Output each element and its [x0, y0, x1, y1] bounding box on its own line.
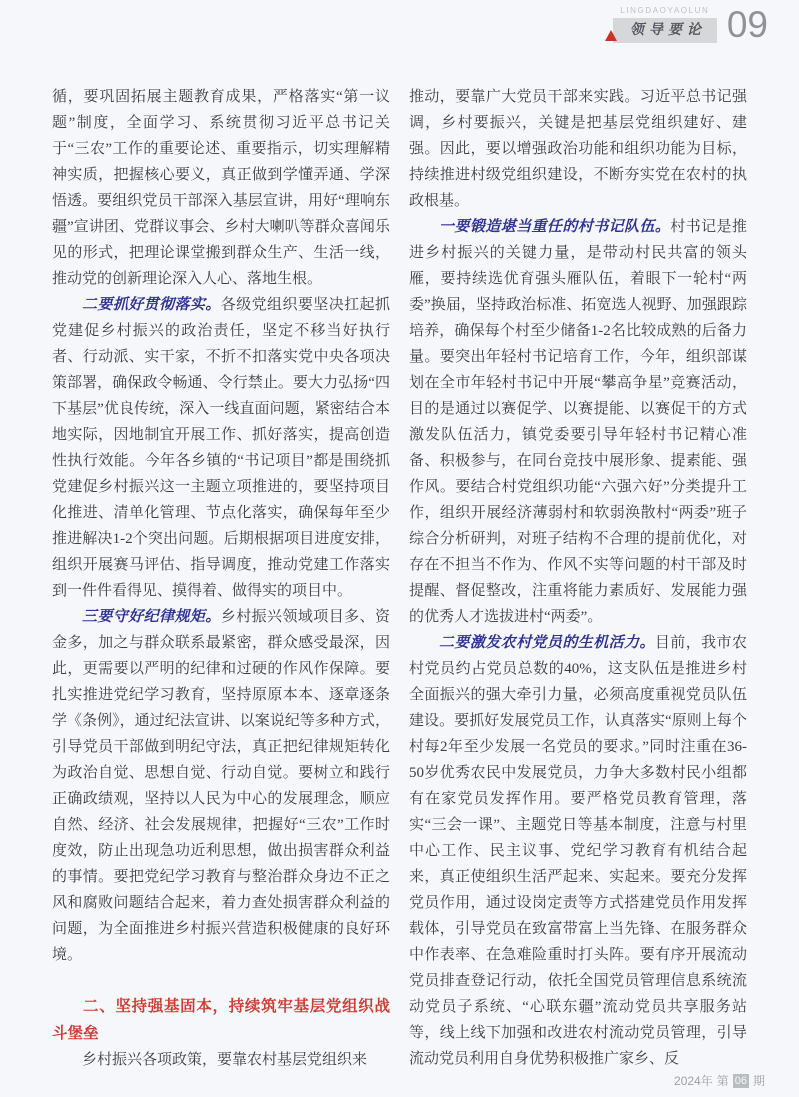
- paragraph: [409, 630, 747, 1072]
- brand-block: [613, 7, 717, 43]
- article-body: [52, 84, 747, 1076]
- page-footer: [674, 1072, 765, 1089]
- paragraph-text: 循，要巩固拓展主题教育成果，严格落实“第一议题”制度，全面学习、系统贯彻习近平总书记关于“三农”工作的重要论述、重要指示，切实理解精神实质，把握核心要义，真正做到学懂弄通、学深悟透。要组织党员干部深入基层宣讲，用好“理响东疆”宣讲团、党群议事会、乡村大喇叭等群众喜闻乐见的形式，把理论课堂搬到群众生产、生活一线，推动党的创新理论深入人心、落地生根。: [52, 89, 390, 287]
- issue-number-badge: 06: [734, 1074, 747, 1087]
- paragraph-text: 推动，要靠广大党员干部来实践。习近平总书记强调，乡村要振兴，关键是把基层党组织建好、建强。因此，要以增强政治功能和组织功能为目标，持续推进村级党组织建设，不断夯实党在农村的执政根基。: [409, 89, 747, 209]
- brand-badge: [613, 18, 717, 43]
- page-header: [613, 4, 768, 45]
- lead-in: 二要激发农村党员的生机活力。: [439, 635, 655, 651]
- brand-latin-title: LINGDAOYAOLUN: [620, 6, 710, 15]
- lead-in: 三要守好纪律规矩。: [82, 609, 221, 625]
- paragraph: [52, 1047, 390, 1073]
- paragraph: [52, 292, 390, 604]
- paragraph: [409, 214, 747, 630]
- footer-issue-suffix: 期: [752, 1074, 765, 1088]
- paragraph-text: 村书记是推进乡村振兴的关键力量，是带动村民共富的领头雁，要持续选优育强头雁队伍，着眼下一轮村“两委”换届，坚持政治标准、拓宽选人视野、加强跟踪培养，确保每个村至少储备1-2名比较成熟的后备力量。要突出年轻村书记培育工作，今年，组织部谋划在全市年轻村书记中开展“攀高争星”竞赛活动，目的是通过以赛促学、以赛提能、以赛促干的方式激发队伍活力，镇党委要引导年轻村书记精心准备、积极参与，在同台竞技中展形象、提素能、强作风。要结合村党组织功能“六强六好”分类提升工作，组织开展经济薄弱村和软弱涣散村“两委”班子综合分析研判，对班子结构不合理的提前优化，对存在不担当不作为、作风不实等问题的村干部及时提醒、督促整改，注重将能力素质好、发展能力强的优秀人才选拔进村“两委”。: [409, 219, 747, 625]
- lead-in: 一要锻造堪当重任的村书记队伍。: [439, 219, 671, 235]
- paragraph-text: 乡村振兴各项政策，要靠农村基层党组织来: [82, 1052, 368, 1068]
- lead-in: 二要抓好贯彻落实。: [82, 297, 221, 313]
- footer-issue-prefix: 第: [716, 1074, 729, 1088]
- paragraph-text: 目前，我市农村党员约占党员总数的40%，这支队伍是推进乡村全面振兴的强大牵引力量，必须高度重视党员队伍建设。要抓好发展党员工作，认真落实“原则上每个村每2年至少发展一名党员的要求。”同时注重在36-50岁优秀农民中发展党员，力争大多数村民小组都有在家党员发挥作用。要严格党员教育管理，落实“三会一课”、主题党日等基本制度，注意与村里中心工作、民主议事、党纪学习教育有机结合起来，真正使组织生活严起来、实起来。要充分发挥党员作用，通过设岗定责等方式搭建党员作用发挥载体，引导党员在致富带富上当先锋、在服务群众中作表率、在急难险重时打头阵。要有序开展流动党员排查登记行动，依托全国党员管理信息系统流动党员子系统、“心联东疆”流动党员共享服务站等，线上线下加强和改进农村流动党员管理，引导流动党员利用自身优势积极推广家乡、反: [409, 635, 747, 1067]
- column-left: [52, 84, 390, 1076]
- paragraph-text: 乡村振兴领域项目多、资金多，加之与群众联系最紧密，群众感受最深，因此，更需要以严明的纪律和过硬的作风作保障。要扎实推进党纪学习教育，坚持原原本本、逐章逐条学《条例》，通过纪法宣讲、以案说纪等多种方式，引导党员干部做到明纪守法，真正把纪律规矩转化为政治自觉、思想自觉、行动自觉。要树立和践行正确政绩观，坚持以人民为中心的发展理念，顺应自然、经济、社会发展规律，把握好“三农”工作时度效，防止出现急功近利思想，做出损害群众利益的事情。要把党纪学习教育与整治群众身边不正之风和腐败问题结合起来，着力查处损害群众利益的问题，为全面推进乡村振兴营造积极健康的良好环境。: [52, 609, 390, 963]
- paragraph: [409, 84, 747, 214]
- paragraph: [52, 604, 390, 968]
- section-heading: 二、坚持强基固本，持续筑牢基层党组织战斗堡垒: [52, 998, 390, 1042]
- paragraph: [52, 84, 390, 292]
- page-number: 09: [726, 4, 768, 45]
- section-title: 领导要论: [629, 23, 706, 38]
- footer-year: 2024年: [674, 1074, 713, 1088]
- triangle-icon: [605, 30, 617, 41]
- paragraph-text: 各级党组织要坚决扛起抓党建促乡村振兴的政治责任，坚定不移当好执行者、行动派、实干家，不折不扣落实党中央各项决策部署，确保政令畅通、令行禁止。要大力弘扬“四下基层”优良传统，深入一线直面问题，紧密结合本地实际，因地制宜开展工作、抓好落实，提高创造性执行效能。今年各乡镇的“书记项目”都是围绕抓党建促乡村振兴这一主题立项推进的，要坚持项目化推进、清单化管理、节点化落实，确保每年至少推进解决1-2个突出问题。后期根据项目进度安排，组织开展赛马评估、指导调度，推动党建工作落实到一件件看得见、摸得着、做得实的项目中。: [52, 297, 390, 599]
- column-right: [409, 84, 747, 1076]
